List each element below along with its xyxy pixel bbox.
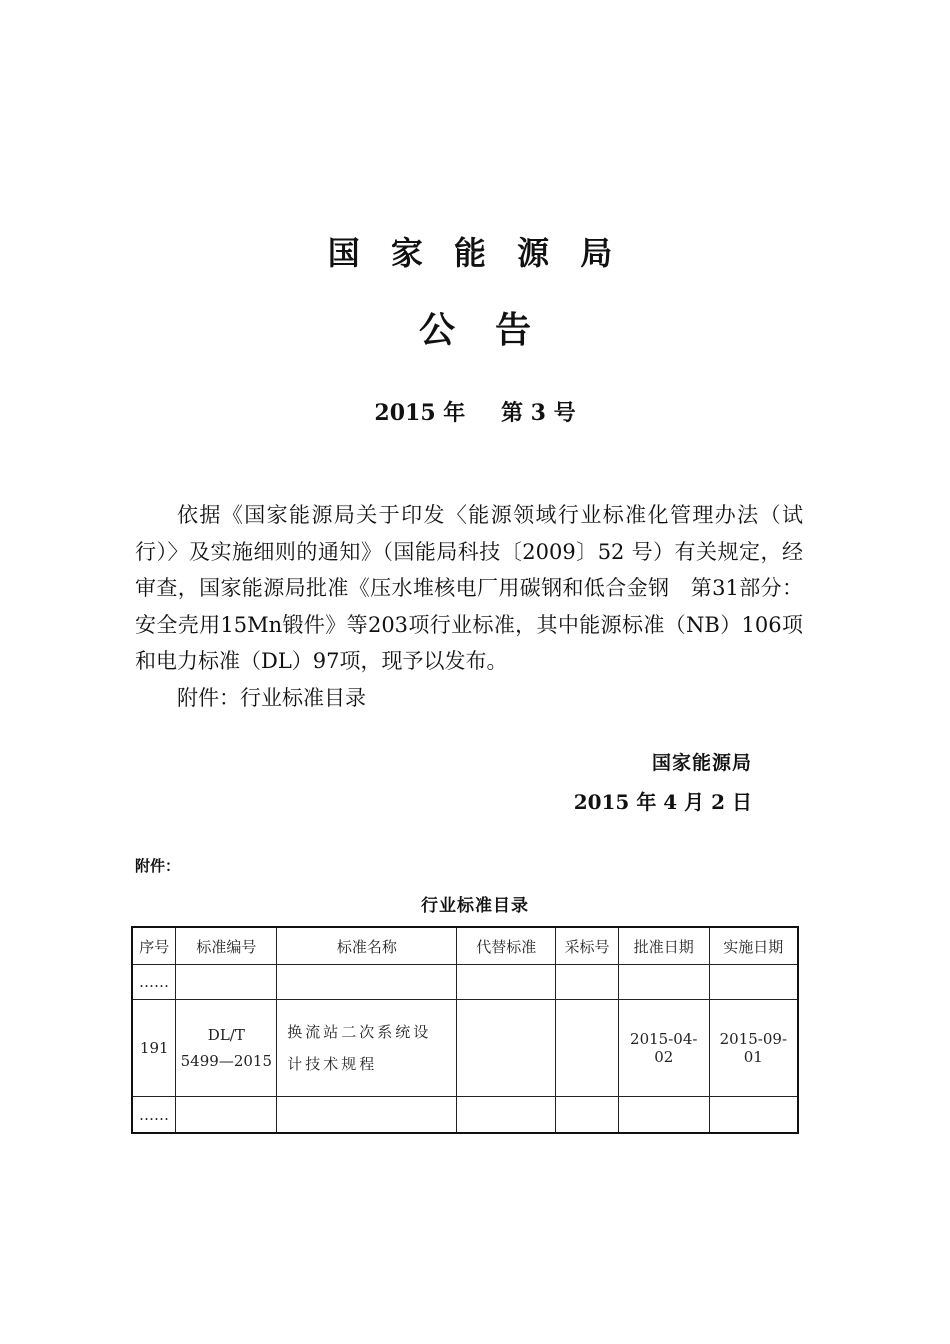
signature-date: 2015 年 4 月 2 日 bbox=[573, 790, 752, 814]
issue-number bbox=[0, 396, 950, 427]
body-paragraph: 依据《国家能源局关于印发〈能源领域行业标准化管理办法（试行）〉及实施细则的通知》（国能局科技〔2009〕52 号）有关规定，经审查，国家能源局批准《压水堆核电厂用碳钢和低合金钢 第31部分：安全壳用15Mn锻件》等203项行业标准，其中能源标准（NB）106项和电力标准（DL）97项，现予以发布。 bbox=[135, 503, 803, 673]
table-row bbox=[132, 1097, 798, 1134]
col-header-code: 标准编号 bbox=[176, 927, 277, 965]
issue-no: 第 3 号 bbox=[500, 400, 576, 426]
attachment-line: 附件：行业标准目录 bbox=[177, 686, 366, 710]
issue-year: 2015 年 bbox=[374, 400, 466, 426]
row-name bbox=[277, 1000, 457, 1097]
appendix-label: 附件： bbox=[135, 857, 181, 875]
row-name-line2: 计技术规程 bbox=[287, 1055, 378, 1073]
row-replaces bbox=[457, 1000, 556, 1097]
col-header-replaces: 代替标准 bbox=[457, 927, 556, 965]
col-header-adopted: 采标号 bbox=[556, 927, 619, 965]
table-row bbox=[132, 1000, 798, 1097]
notice-title: 公告 bbox=[418, 310, 571, 351]
row-name-line1: 换流站二次系统设 bbox=[287, 1023, 432, 1041]
row-effective: 2015-09-01 bbox=[709, 1000, 798, 1097]
row-code-line2: 5499—2015 bbox=[180, 1052, 272, 1070]
ellipsis-cell: …… bbox=[132, 1097, 176, 1134]
issuer-title: 国 家 能 源 局 bbox=[327, 234, 623, 272]
col-header-name: 标准名称 bbox=[277, 927, 457, 965]
standards-table bbox=[131, 926, 799, 1134]
ellipsis-cell: …… bbox=[132, 965, 176, 1000]
signature-organization: 国家能源局 bbox=[651, 752, 752, 774]
col-header-index: 序号 bbox=[132, 927, 176, 965]
row-approved: 2015-04-02 bbox=[618, 1000, 709, 1097]
col-header-approved: 批准日期 bbox=[618, 927, 709, 965]
row-index: 191 bbox=[132, 1000, 176, 1097]
row-code bbox=[176, 1000, 277, 1097]
col-header-effective: 实施日期 bbox=[709, 927, 798, 965]
table-header-row bbox=[132, 927, 798, 965]
table-title: 行业标准目录 bbox=[421, 896, 529, 916]
table-row bbox=[132, 965, 798, 1000]
row-adopted bbox=[556, 1000, 619, 1097]
row-code-line1: DL/T bbox=[207, 1026, 245, 1044]
